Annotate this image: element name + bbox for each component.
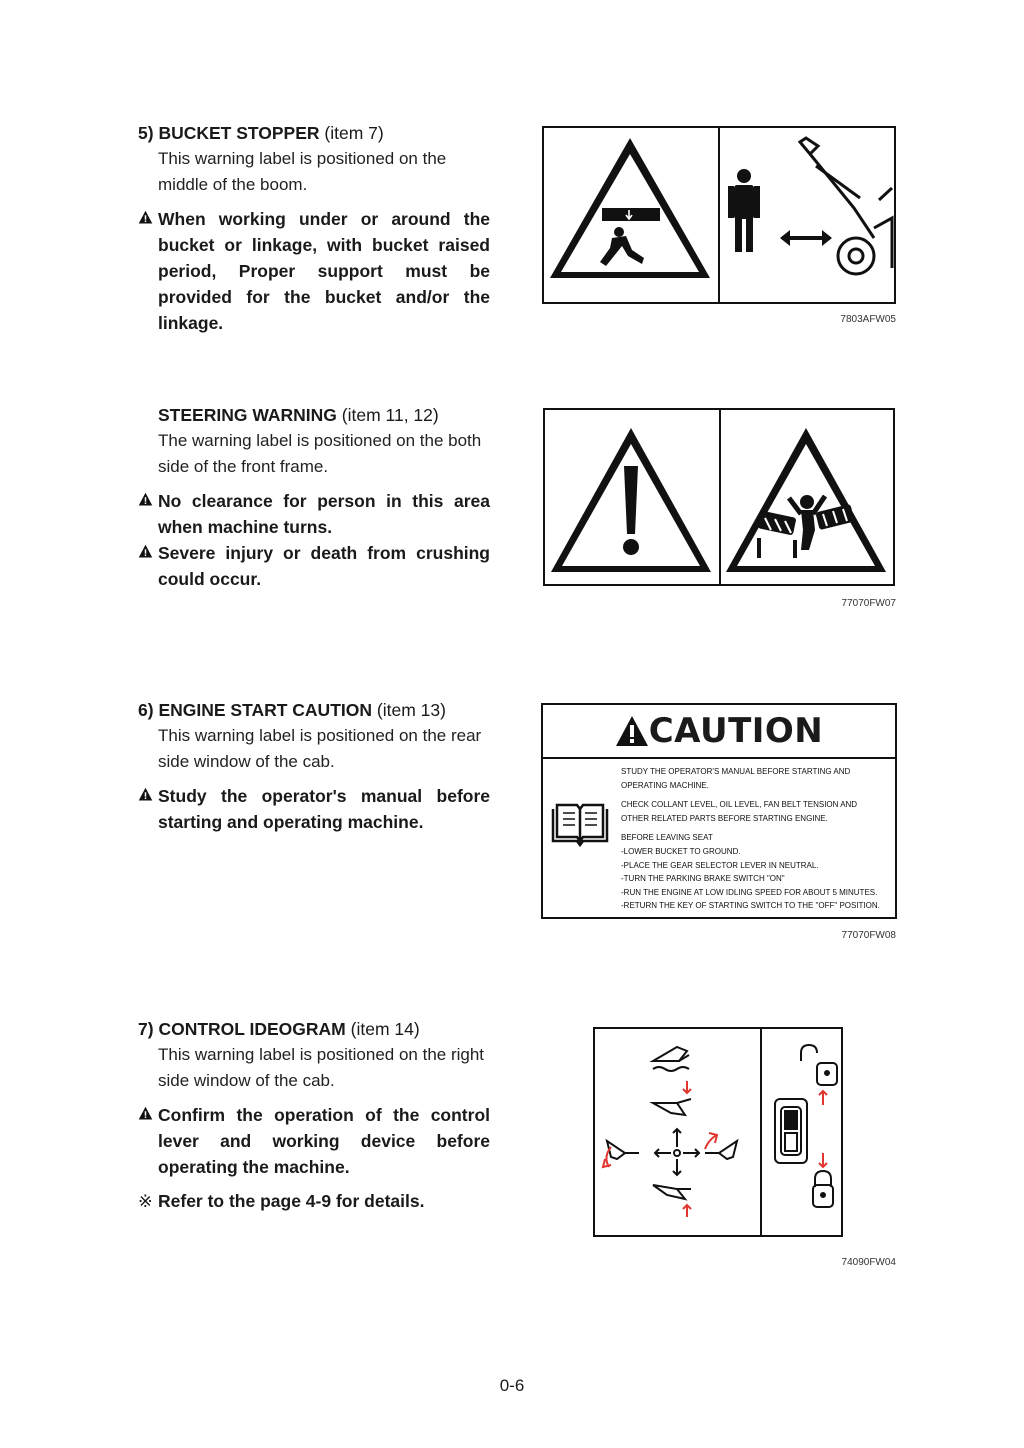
section-title: BUCKET STOPPER <box>158 123 320 143</box>
control-ideogram-label-figure <box>593 1027 843 1237</box>
note-text: Refer to the page 4-9 for details. <box>158 1191 425 1211</box>
double-arrow-icon <box>780 230 832 246</box>
caution-header <box>543 705 895 759</box>
bucket-icon <box>607 1141 639 1159</box>
caution-line: -RETURN THE KEY OF STARTING SWITCH TO THE "OFF" POSITION. <box>621 901 880 911</box>
warning-text <box>138 488 490 540</box>
section-item: (item 14) <box>350 1019 420 1039</box>
section-description: This warning label is positioned on the rear side window of the cab. <box>158 726 482 771</box>
figure-code: 77070FW08 <box>841 930 896 941</box>
warning-triangle-icon <box>138 1106 153 1121</box>
bucket-icon <box>653 1047 689 1071</box>
section-description: This warning label is positioned on the right side window of the cab. <box>158 1045 485 1090</box>
person-icon <box>728 169 760 252</box>
figure-code: 77070FW07 <box>841 598 896 609</box>
warning-line: Severe injury or death from crushing could occur. <box>158 543 490 589</box>
caution-line: -TURN THE PARKING BRAKE SWITCH "ON" <box>621 874 785 884</box>
warning-triangle-icon <box>615 715 649 747</box>
section-number: 6) <box>138 700 154 720</box>
section-title: STEERING WARNING <box>158 405 337 425</box>
caution-heading: CAUTION <box>648 711 824 751</box>
warning-text <box>138 206 490 336</box>
section-item: (item 11, 12) <box>341 405 439 425</box>
engine-start-caution-label-figure <box>541 703 897 919</box>
warning-line: Study the operator's manual before starting and operating machine. <box>158 786 490 832</box>
reference-note <box>138 1188 490 1214</box>
warning-line: When working under or around the bucket or linkage, with bucket raised period, Proper support must be provided for the bucket and/or the linkage. <box>158 209 490 333</box>
steering-crush-icon <box>726 428 886 572</box>
switch-panel-icon <box>775 1099 807 1163</box>
warning-triangle-icon <box>138 544 153 559</box>
bucket-icon <box>653 1185 691 1199</box>
caution-instructions <box>621 765 880 913</box>
section-heading <box>138 120 490 146</box>
section-engine-start-caution <box>138 697 490 835</box>
caution-line: BEFORE LEAVING SEAT <box>621 833 713 843</box>
caution-line: OTHER RELATED PARTS BEFORE STARTING ENGINE. <box>621 813 828 823</box>
unlock-icon <box>801 1045 837 1085</box>
control-ideogram-label-art <box>595 1029 841 1235</box>
loader-icon <box>800 138 892 274</box>
section-steering-warning <box>138 402 490 592</box>
warning-text <box>138 540 490 592</box>
steering-warning-label-figure <box>543 408 895 586</box>
bucket-stopper-label-art <box>544 128 894 302</box>
section-heading <box>138 697 490 723</box>
section-title: CONTROL IDEOGRAM <box>158 1019 346 1039</box>
warning-text <box>138 783 490 835</box>
bucket-icon <box>705 1141 737 1159</box>
bucket-icon <box>653 1099 691 1115</box>
warning-line: No clearance for person in this area when machine turns. <box>158 491 490 537</box>
caution-line: -RUN THE ENGINE AT LOW IDLING SPEED FOR ABOUT 5 MINUTES. <box>621 887 878 897</box>
figure-code: 7803AFW05 <box>840 314 896 325</box>
manual-book-icon <box>549 801 611 849</box>
warning-line: Confirm the operation of the control lever and working device before operating the machine. <box>158 1105 490 1177</box>
caution-line: STUDY THE OPERATOR'S MANUAL BEFORE STARTING AND <box>621 767 851 776</box>
page-number: 0-6 <box>499 1376 525 1395</box>
caution-line: -LOWER BUCKET TO GROUND. <box>621 846 741 856</box>
section-number: 7) <box>138 1019 154 1039</box>
section-description: The warning label is positioned on the both side of the front frame. <box>158 431 482 476</box>
bucket-stopper-label-figure <box>542 126 896 304</box>
section-number: 5) <box>138 123 154 143</box>
joystick-icon <box>655 1129 699 1175</box>
warning-triangle-icon <box>138 787 153 802</box>
crush-hazard-icon <box>550 138 710 278</box>
reference-mark-icon: ※ <box>138 1191 153 1211</box>
caution-line: OPERATING MACHINE. <box>621 780 709 790</box>
section-item: (item 7) <box>324 123 384 143</box>
section-heading <box>138 402 490 428</box>
section-control-ideogram <box>138 1016 490 1214</box>
caution-line: CHECK COLLANT LEVEL, OIL LEVEL, FAN BELT TENSION AND <box>621 800 858 810</box>
section-title: ENGINE START CAUTION <box>158 700 373 720</box>
steering-warning-label-art <box>545 410 893 584</box>
section-heading <box>138 1016 490 1042</box>
section-description: This warning label is positioned on the middle of the boom. <box>158 149 447 194</box>
warning-triangle-icon <box>138 492 153 507</box>
section-item: (item 13) <box>376 700 446 720</box>
section-bucket-stopper <box>138 120 490 336</box>
figure-code: 74090FW04 <box>841 1257 896 1268</box>
warning-text <box>138 1102 490 1180</box>
lock-icon <box>813 1171 833 1207</box>
warning-triangle-icon <box>138 210 153 225</box>
caution-line: -PLACE THE GEAR SELECTOR LEVER IN NEUTRAL. <box>621 860 819 870</box>
exclamation-triangle-icon <box>551 428 711 572</box>
